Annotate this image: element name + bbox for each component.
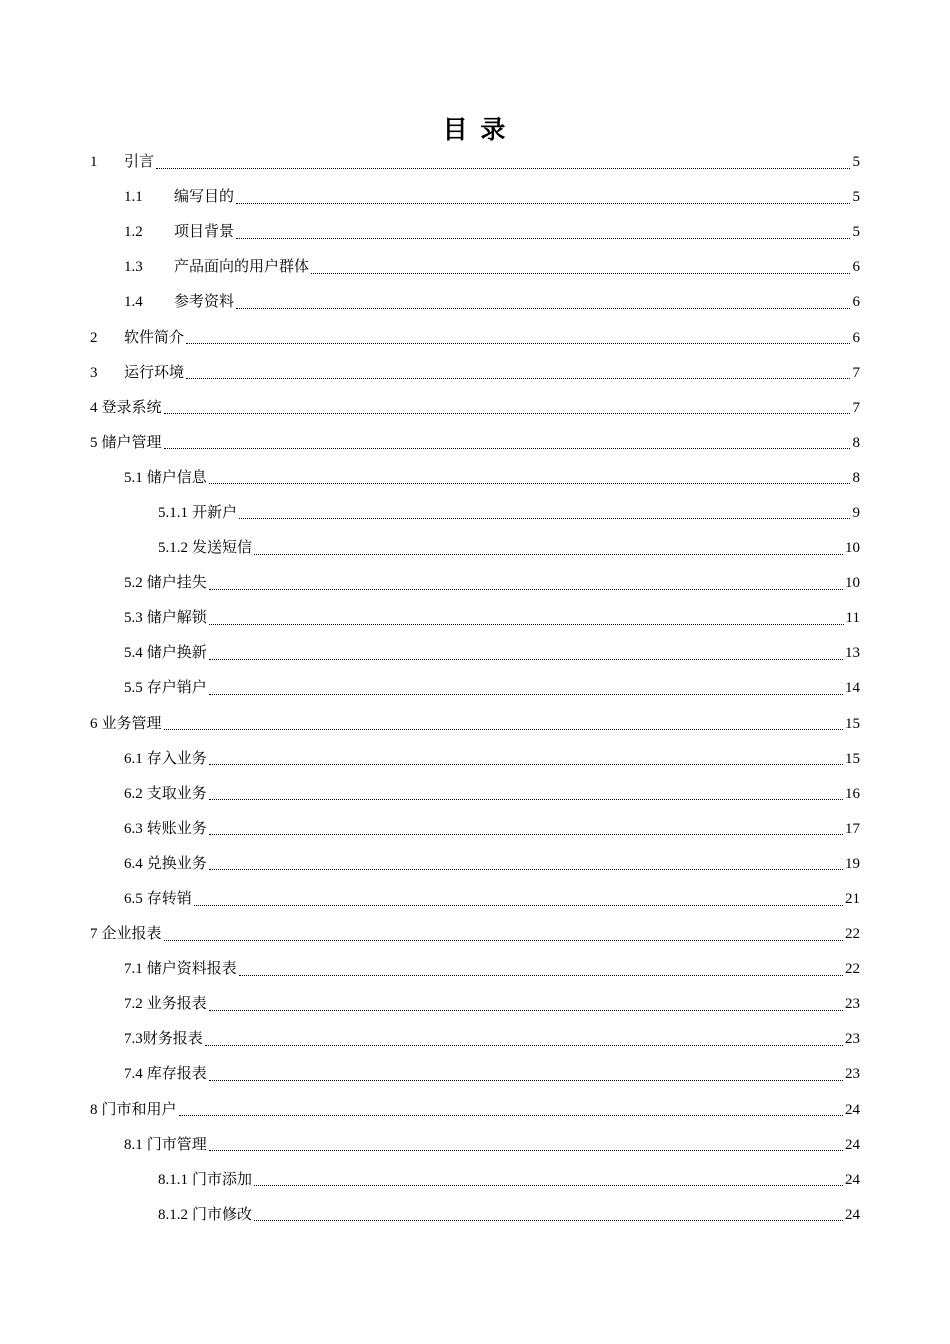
toc-entry-text: 储户信息 [146, 469, 207, 486]
toc-entry-page: 6 [852, 329, 860, 346]
toc-entry[interactable] [90, 1057, 860, 1092]
toc-entry[interactable] [90, 320, 860, 355]
toc-entry-page: 5 [852, 154, 860, 171]
toc-entry-number: 1.4 [124, 294, 143, 311]
dot-leader [209, 693, 843, 695]
toc-entry-number: 1.1 [124, 189, 143, 206]
toc-entry-text: 库存报表 [146, 1066, 207, 1083]
dot-leader [236, 237, 850, 239]
toc-entry-page: 14 [845, 680, 860, 697]
toc-entry-number: 8 [90, 1101, 98, 1118]
toc-entry-page: 8 [852, 469, 860, 486]
toc-entry-page: 8 [852, 434, 860, 451]
toc-entry[interactable] [90, 285, 860, 320]
toc-entry-number: 6.5 [124, 891, 143, 908]
toc-entry[interactable] [90, 987, 860, 1022]
toc-entry-page: 5 [852, 189, 860, 206]
toc-entry-page: 7 [852, 364, 860, 381]
toc-entry-number: 7.2 [124, 996, 143, 1013]
dot-leader [156, 167, 850, 169]
toc-entry-page: 7 [852, 399, 860, 416]
dot-leader [209, 588, 843, 590]
toc-entry-text: 储户资料报表 [146, 961, 237, 978]
toc-entry-page: 24 [845, 1136, 860, 1153]
dot-leader [209, 763, 843, 765]
dot-leader [236, 307, 850, 309]
dot-leader [239, 517, 850, 519]
dot-leader [209, 658, 843, 660]
toc-entry-page: 16 [845, 785, 860, 802]
toc-entry-text: 企业报表 [101, 926, 162, 943]
toc-entry-number: 6.2 [124, 785, 143, 802]
toc-entry-page: 5 [852, 224, 860, 241]
toc-entry[interactable] [90, 636, 860, 671]
toc-entry-text: 业务管理 [101, 715, 162, 732]
toc-entry-number: 5.4 [124, 645, 143, 662]
toc-entry-page: 9 [852, 504, 860, 521]
toc-entry-text: 兑换业务 [146, 855, 207, 872]
toc-entry-number: 6.1 [124, 750, 143, 767]
toc-entry[interactable] [90, 952, 860, 987]
toc-title: 目 录 [442, 115, 508, 144]
toc-entry-text: 登录系统 [101, 399, 162, 416]
toc-entry-number: 7.3 [124, 1031, 143, 1048]
dot-leader [236, 202, 850, 204]
toc-entry-number: 6 [90, 715, 98, 732]
toc-entry-text: 编写目的 [174, 189, 235, 206]
dot-leader [209, 1149, 843, 1151]
toc-entry[interactable] [90, 215, 860, 250]
dot-leader [254, 1184, 843, 1186]
toc-entry-number: 7 [90, 926, 98, 943]
toc-entry-number: 8.1.1 [158, 1171, 188, 1188]
toc-entry-number: 5.1.2 [158, 540, 188, 557]
toc-entry-page: 13 [845, 645, 860, 662]
toc-entry-page: 22 [845, 926, 860, 943]
dot-leader [209, 1079, 843, 1081]
dot-leader [164, 447, 850, 449]
toc-entry-number: 7.4 [124, 1066, 143, 1083]
toc-entry[interactable] [90, 1128, 860, 1163]
toc-entry[interactable] [90, 917, 860, 952]
toc-entry-number: 1.2 [124, 224, 143, 241]
toc-entry[interactable] [90, 391, 860, 426]
toc-entry[interactable] [90, 1198, 860, 1233]
toc-entry-text: 开新户 [192, 504, 238, 521]
toc-entry[interactable] [90, 531, 860, 566]
toc-entry[interactable] [90, 566, 860, 601]
toc-entry-number: 8.1 [124, 1136, 143, 1153]
dot-leader [209, 798, 843, 800]
toc-entry-text: 发送短信 [192, 540, 253, 557]
toc-entry-page: 23 [845, 1031, 860, 1048]
toc-entry[interactable] [90, 1163, 860, 1198]
toc-entry-page: 22 [845, 961, 860, 978]
toc-entry-number: 5.1.1 [158, 504, 188, 521]
toc-entry[interactable] [90, 1022, 860, 1057]
dot-leader [209, 482, 850, 484]
toc-entry[interactable] [90, 812, 860, 847]
toc-entry-text: 支取业务 [146, 785, 207, 802]
toc-entry-number: 2 [90, 329, 98, 346]
dot-leader [164, 939, 843, 941]
toc-entry-page: 24 [845, 1101, 860, 1118]
dot-leader [209, 623, 844, 625]
toc-entry-text: 运行环境 [124, 364, 185, 381]
toc-entry-text: 业务报表 [146, 996, 207, 1013]
toc-entry[interactable] [90, 180, 860, 215]
toc-entry-text: 转账业务 [146, 820, 207, 837]
toc-entry-page: 24 [845, 1206, 860, 1223]
dot-leader [194, 904, 843, 906]
dot-leader [186, 342, 850, 344]
toc-entry-text: 门市修改 [192, 1206, 253, 1223]
dot-leader [205, 1044, 843, 1046]
toc-entry-text: 软件简介 [124, 329, 185, 346]
toc-entry[interactable] [90, 707, 860, 742]
toc-entry[interactable] [90, 1093, 860, 1128]
toc-entry-number: 1 [90, 154, 98, 171]
toc-entry[interactable] [90, 742, 860, 777]
toc-entry-number: 5.2 [124, 575, 143, 592]
toc-entry-page: 24 [845, 1171, 860, 1188]
toc-entry-number: 3 [90, 364, 98, 381]
toc-entry-page: 17 [845, 820, 860, 837]
toc-entry-page: 10 [845, 540, 860, 557]
dot-leader [164, 728, 843, 730]
toc-list [90, 145, 860, 1233]
toc-entry-text: 产品面向的用户群体 [174, 259, 310, 276]
dot-leader [186, 377, 850, 379]
toc-entry[interactable] [90, 356, 860, 391]
toc-entry[interactable] [90, 496, 860, 531]
toc-entry-text: 存户销户 [146, 680, 207, 697]
toc-entry-number: 1.3 [124, 259, 143, 276]
toc-entry-page: 15 [845, 715, 860, 732]
toc-entry-text: 参考资料 [174, 294, 235, 311]
toc-entry[interactable] [90, 671, 860, 706]
toc-entry-page: 21 [845, 891, 860, 908]
toc-entry[interactable] [90, 250, 860, 285]
dot-leader [164, 412, 850, 414]
toc-entry-page: 23 [845, 996, 860, 1013]
toc-entry-text: 存转销 [146, 891, 192, 908]
toc-entry-page: 15 [845, 750, 860, 767]
toc-entry-text: 财务报表 [142, 1031, 203, 1048]
toc-entry-page: 10 [845, 575, 860, 592]
toc-entry-page: 6 [852, 259, 860, 276]
dot-leader [311, 272, 850, 274]
toc-entry-number: 6.3 [124, 820, 143, 837]
toc-entry-number: 5.3 [124, 610, 143, 627]
toc-entry-number: 5.5 [124, 680, 143, 697]
toc-entry-number: 5 [90, 434, 98, 451]
dot-leader [209, 1009, 843, 1011]
toc-entry[interactable] [90, 847, 860, 882]
toc-entry[interactable] [90, 882, 860, 917]
toc-entry-page: 6 [852, 294, 860, 311]
toc-entry[interactable] [90, 145, 860, 180]
toc-entry-number: 5.1 [124, 469, 143, 486]
dot-leader [209, 833, 843, 835]
toc-entry-text: 引言 [124, 154, 155, 171]
toc-entry-text: 储户换新 [146, 645, 207, 662]
dot-leader [179, 1114, 843, 1116]
dot-leader [254, 1219, 843, 1221]
toc-entry-number: 4 [90, 399, 98, 416]
dot-leader [239, 974, 843, 976]
toc-entry[interactable] [90, 777, 860, 812]
toc-entry-page: 11 [845, 610, 860, 627]
toc-entry-text: 储户解锁 [146, 610, 207, 627]
toc-entry-text: 门市添加 [192, 1171, 253, 1188]
toc-entry-page: 19 [845, 855, 860, 872]
toc-entry-text: 存入业务 [146, 750, 207, 767]
toc-entry[interactable] [90, 601, 860, 636]
toc-entry-text: 储户管理 [101, 434, 162, 451]
toc-entry[interactable] [90, 426, 860, 461]
dot-leader [254, 553, 843, 555]
toc-entry-number: 6.4 [124, 855, 143, 872]
toc-entry[interactable] [90, 461, 860, 496]
toc-entry-text: 项目背景 [174, 224, 235, 241]
toc-entry-text: 门市管理 [146, 1136, 207, 1153]
toc-entry-page: 23 [845, 1066, 860, 1083]
toc-entry-text: 储户挂失 [146, 575, 207, 592]
toc-entry-text: 门市和用户 [101, 1101, 177, 1118]
toc-entry-number: 7.1 [124, 961, 143, 978]
dot-leader [209, 868, 843, 870]
toc-entry-number: 8.1.2 [158, 1206, 188, 1223]
